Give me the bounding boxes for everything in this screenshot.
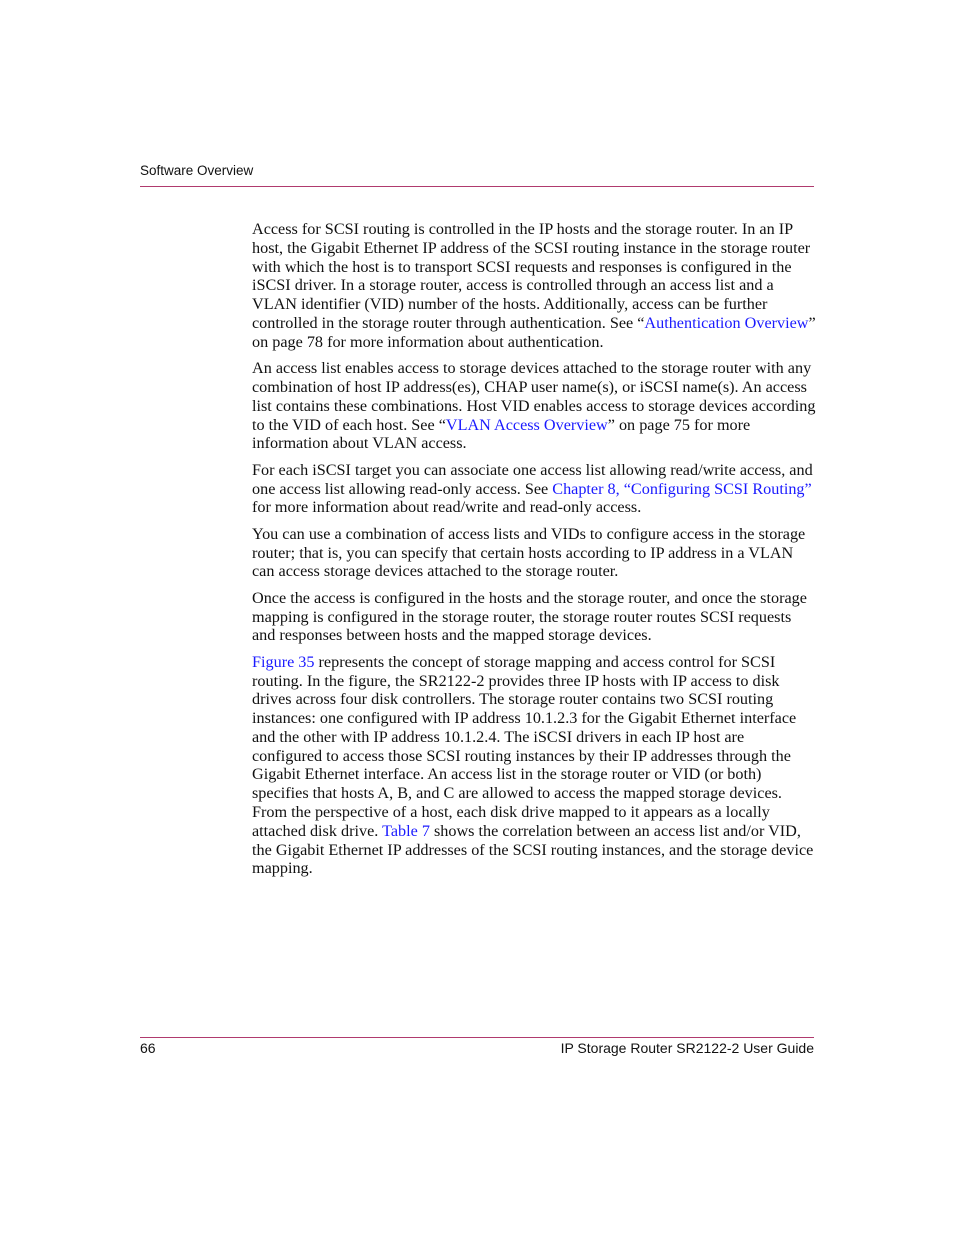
- book-title: IP Storage Router SR2122-2 User Guide: [560, 1040, 814, 1056]
- paragraph-text: represents the concept of storage mapping and access control for SCSI routing. In the figure, the SR2122-2 provides three IP hosts with IP access to disk drives across four disk controllers. The storage router contains two SCSI routing instances: one configured with IP address 10.1.2.3 for the Gigabit Ethernet interface and the other with IP address 10.1.2.4. The iSCSI drivers in each IP host are configured to access those SCSI routing instances by their IP addresses through the Gigabit Ethernet interface. An access list in the storage router or VID (or both) specifies that hosts A, B, and C are allowed to access the mapped storage devices. From the perspective of a host, each disk drive mapped to it appears as a locally attached disk drive.: [252, 652, 797, 840]
- link-authentication-overview[interactable]: Authentication Overview: [644, 313, 809, 332]
- paragraph-text: Access for SCSI routing is controlled in the IP hosts and the storage router. In an IP host, the Gigabit Ethernet IP address of the SCSI routing instance in the storage router with which the host is to transport SCSI requests and responses is configured in the iSCSI driver. In a storage router, access is controlled through an access list and a VLAN identifier (VID) number of the hosts. Additionally, access can be further controlled in the storage router through authentication. See “: [252, 220, 811, 332]
- paragraph-1: [252, 220, 818, 352]
- paragraph-5: Once the access is configured in the hosts and the storage router, and once the storage mapping is configured in the storage router, the storage router routes SCSI requests and responses between hosts and the mapped storage devices.: [252, 588, 807, 645]
- link-vlan-access-overview[interactable]: VLAN Access Overview: [445, 415, 608, 434]
- link-figure-35[interactable]: Figure 35: [252, 652, 315, 671]
- paragraph-text: An access list enables access to storage devices attached to the storage router with any combination of host IP address(es), CHAP user name(s), or iSCSI name(s). An access list contains these combinations. Host VID enables access to storage devices according to the VID of each host. See “: [252, 359, 816, 434]
- link-chapter-8[interactable]: Chapter 8, “Configuring SCSI Routing”: [552, 479, 812, 498]
- page-number: 66: [140, 1040, 156, 1056]
- paragraph-text: for more information about read/write and read-only access.: [252, 498, 642, 517]
- paragraph-text: shows the correlation between an access list and/or VID, the Gigabit Ethernet IP addresses of the SCSI routing instances, and the storage device mapping.: [252, 821, 814, 878]
- body-text: [252, 220, 818, 886]
- paragraph-text: ” on page 75 for more information about VLAN access.: [252, 415, 751, 453]
- paragraph-text: For each iSCSI target you can associate one access list allowing read/write access, and one access list allowing read-only access. See: [252, 460, 813, 498]
- paragraph-6: [252, 653, 818, 879]
- link-table-7[interactable]: Table 7: [382, 821, 430, 840]
- paragraph-3: [252, 461, 818, 517]
- paragraph-2: [252, 359, 818, 453]
- paragraph-4: You can use a combination of access lists and VIDs to configure access in the storage router; that is, you can specify that certain hosts according to IP address in a VLAN can access storage devices attached to the storage router.: [252, 524, 806, 581]
- paragraph-text: ” on page 78 for more information about authentication.: [252, 313, 816, 351]
- footer-rule: [140, 1037, 814, 1038]
- header-rule: [140, 186, 814, 187]
- running-header: Software Overview: [140, 163, 254, 178]
